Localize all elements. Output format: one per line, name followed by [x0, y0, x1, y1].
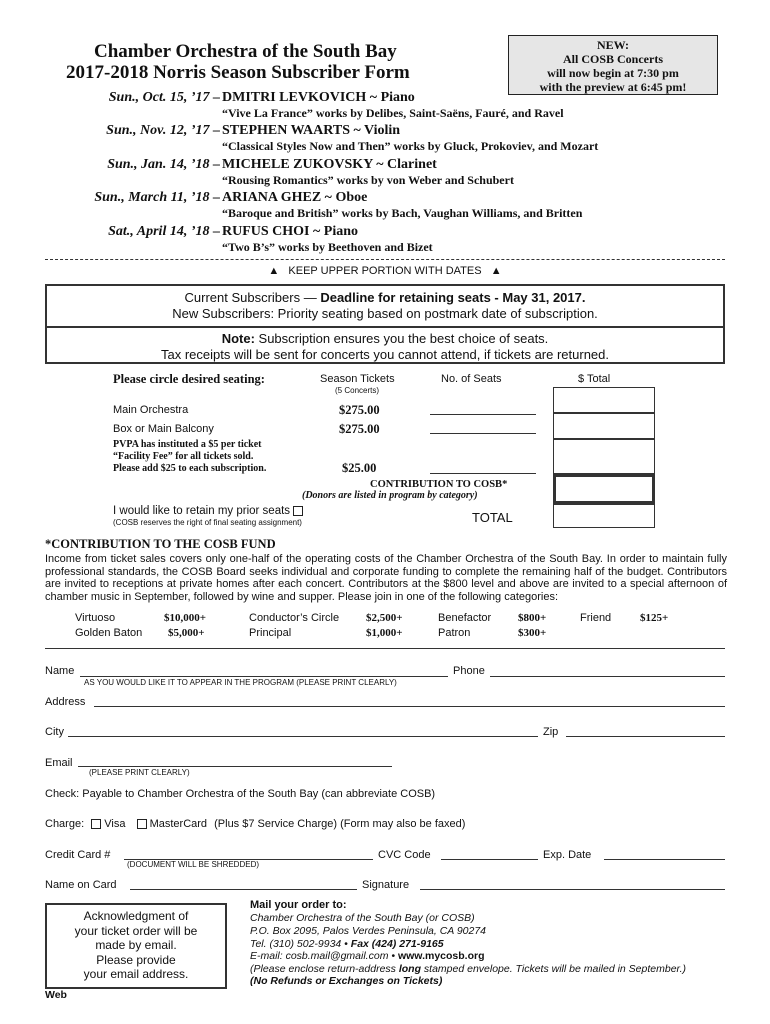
- address-field[interactable]: [94, 706, 725, 707]
- charge-row: [45, 818, 465, 830]
- total-label: TOTAL: [472, 510, 513, 525]
- cut-line: [45, 259, 725, 260]
- note-line: [47, 331, 723, 347]
- mail-phone-line: [250, 938, 444, 951]
- category-amount: $300+: [518, 627, 547, 639]
- card-note: (DOCUMENT WILL BE SHREDDED): [127, 860, 260, 869]
- concert-date: Sun., Oct. 15, ’17 –: [108, 90, 220, 105]
- pvpa-note: PVPA has instituted a $5 per ticket: [113, 439, 262, 450]
- acknowledgment-box: [45, 903, 227, 989]
- ack-line: Acknowledgment of: [83, 909, 189, 923]
- fund-heading: *CONTRIBUTION TO THE COSB FUND: [45, 537, 276, 551]
- city-label: City: [45, 726, 64, 738]
- deadline-box: [45, 284, 725, 364]
- concert-date: Sun., Nov. 12, ’17 –: [106, 123, 220, 138]
- deadline-line: [47, 290, 723, 306]
- ack-line: made by email.: [95, 938, 177, 952]
- keep-notice: [0, 265, 770, 277]
- footer-tag: Web: [45, 989, 67, 1001]
- mail-email-line: [250, 950, 485, 963]
- name-on-card-label: Name on Card: [45, 879, 117, 891]
- pvpa-note: “Facility Fee” for all tickets sold.: [113, 451, 254, 462]
- col-season-tickets: Season Tickets: [320, 373, 395, 385]
- signature-label: Signature: [362, 879, 410, 891]
- tax-text: Tax receipts will be sent for concerts you cannot attend, if tickets are returned.: [161, 347, 609, 362]
- mail-org: Chamber Orchestra of the South Bay (or COSB): [250, 912, 475, 924]
- contribution-label: CONTRIBUTION TO COSB*: [370, 479, 508, 490]
- zip-label: Zip: [543, 726, 559, 738]
- seat-row-label: Box or Main Balcony: [113, 423, 214, 435]
- envelope-note: [250, 963, 686, 976]
- category-name: Benefactor: [438, 612, 492, 624]
- col-seats: No. of Seats: [441, 373, 502, 385]
- concert-works: “Rousing Romantics” works by von Weber and Schubert: [222, 173, 514, 187]
- envelope-text: stamped envelope. Tickets will be mailed in September.): [421, 963, 687, 975]
- seat-row-label: Main Orchestra: [113, 404, 189, 416]
- concert-artist: RUFUS CHOI ~ Piano: [222, 224, 359, 239]
- email-field[interactable]: [78, 766, 392, 767]
- category-name: Patron: [438, 627, 471, 639]
- up-triangle-icon: ▲: [268, 265, 280, 277]
- pvpa-price: $25.00: [342, 461, 377, 475]
- name-note: AS YOU WOULD LIKE IT TO APPEAR IN THE PROGRAM (PLEASE PRINT CLEARLY): [84, 678, 397, 687]
- category-name: Principal: [249, 627, 292, 639]
- concert-artist: DMITRI LEVKOVICH ~ Piano: [222, 90, 415, 105]
- mail-email: E-mail: cosb.mail@gmail.com •: [250, 950, 398, 962]
- concert-works: “Classical Styles Now and Then” works by Gluck, Prokoviev, and Mozart: [222, 139, 599, 153]
- seats-input[interactable]: [430, 414, 536, 415]
- current-subscribers-text: Current Subscribers —: [184, 290, 321, 305]
- cvc-label: CVC Code: [378, 849, 431, 861]
- new-notice-line: All COSB Concerts: [563, 52, 663, 66]
- concert-artist: ARIANA GHEZ ~ Oboe: [222, 190, 368, 205]
- name-label: Name: [45, 665, 75, 677]
- concert-artist: MICHELE ZUKOVSKY ~ Clarinet: [222, 157, 437, 172]
- signature-field[interactable]: [420, 889, 725, 890]
- ack-line: Please provide: [96, 952, 176, 967]
- city-field[interactable]: [68, 736, 538, 737]
- exp-field[interactable]: [604, 859, 725, 860]
- name-on-card-field[interactable]: [130, 889, 357, 890]
- email-note: (PLEASE PRINT CLEARLY): [89, 768, 190, 777]
- fund-paragraph: Income from ticket sales covers only one-half of the operating costs of the Chamber Orchestra of the South Bay. In order to maintain fully professional standards, the COSB Board seeks individual and corporate funding to complete the remaining half of the budget. Contributors are invited to receptions at private homes after each concert. Contributors at the $800 level and above are invited to a special afternoon of chamber music in September, followed by wine and supper. Please join in one of the following categories:: [45, 553, 727, 603]
- section-divider: [45, 648, 725, 649]
- new-notice-line: will now begin at 7:30 pm: [547, 66, 679, 80]
- total-cell[interactable]: [553, 413, 655, 439]
- category-amount: $125+: [640, 612, 669, 624]
- new-notice-box: [508, 35, 718, 95]
- category-name: Conductor’s Circle: [249, 612, 340, 624]
- visa-checkbox[interactable]: [91, 819, 101, 829]
- concert-works: “Baroque and British” works by Bach, Vaughan Williams, and Britten: [222, 206, 583, 220]
- category-name: Virtuoso: [75, 612, 116, 624]
- exp-label: Exp. Date: [543, 849, 592, 861]
- seat-row-price: $275.00: [339, 422, 380, 436]
- check-instructions: Check: Payable to Chamber Orchestra of the South Bay (can abbreviate COSB): [45, 788, 436, 800]
- seats-input[interactable]: [430, 433, 536, 434]
- phone-field[interactable]: [490, 676, 725, 677]
- mail-address: P.O. Box 2095, Palos Verdes Peninsula, CA 90274: [250, 925, 487, 937]
- seating-heading: Please circle desired seating:: [113, 372, 265, 386]
- new-notice-line: with the preview at 6:45 pm!: [539, 80, 687, 94]
- phone-label: Phone: [453, 665, 485, 677]
- new-notice-line: NEW:: [596, 38, 629, 52]
- visa-label: Visa: [104, 818, 126, 830]
- zip-field[interactable]: [566, 736, 725, 737]
- new-subscribers-text: New Subscribers: Priority seating based on postmark date of subscription.: [172, 306, 598, 321]
- retain-seats-label: I would like to retain my prior seats: [113, 505, 291, 517]
- retain-seats-checkbox[interactable]: [293, 506, 303, 516]
- category-amount: $800+: [518, 612, 547, 624]
- address-label: Address: [45, 696, 86, 708]
- category-amount: $10,000+: [164, 612, 207, 624]
- category-amount: $1,000+: [366, 627, 403, 639]
- charge-label: Charge:: [45, 818, 85, 830]
- name-field[interactable]: [80, 676, 448, 677]
- ack-line: your email address.: [83, 967, 189, 981]
- mastercard-checkbox[interactable]: [137, 819, 147, 829]
- mail-fax: Fax (424) 271-9165: [350, 938, 444, 950]
- col-total: $ Total: [578, 373, 611, 385]
- envelope-text: (Please enclose return-address: [250, 963, 399, 975]
- contribution-cell[interactable]: [553, 474, 655, 504]
- email-label: Email: [45, 757, 73, 769]
- note-text: Subscription ensures you the best choice of seats.: [254, 331, 549, 346]
- form-subtitle: 2017-2018 Norris Season Subscriber Form: [66, 62, 410, 83]
- retain-note: (COSB reserves the right of final seating assignment): [113, 518, 302, 527]
- total-cell[interactable]: [553, 439, 655, 474]
- category-amount: $5,000+: [168, 627, 205, 639]
- concert-works: “Two B’s” works by Beethoven and Bizet: [222, 240, 433, 254]
- charge-note: (Plus $7 Service Charge) (Form may also be faxed): [214, 818, 466, 830]
- envelope-long: long: [398, 963, 421, 975]
- concert-date: Sun., Jan. 14, ’18 –: [107, 157, 220, 172]
- total-cell[interactable]: [553, 387, 655, 413]
- concert-date: Sat., April 14, ’18 –: [108, 224, 220, 239]
- deadline-text: Deadline for retaining seats - May 31, 2017.: [320, 290, 586, 305]
- mail-heading: Mail your order to:: [250, 899, 347, 911]
- category-amount: $2,500+: [366, 612, 403, 624]
- credit-card-label: Credit Card #: [45, 849, 111, 861]
- retain-seats-row: [113, 505, 303, 517]
- keep-notice-text: KEEP UPPER PORTION WITH DATES: [288, 265, 482, 277]
- concert-artist: STEPHEN WAARTS ~ Violin: [222, 123, 401, 138]
- pvpa-seats-input[interactable]: [430, 473, 536, 474]
- category-name: Golden Baton: [75, 627, 143, 639]
- grand-total-cell[interactable]: [553, 504, 655, 528]
- cvc-field[interactable]: [441, 859, 538, 860]
- pvpa-note: Please add $25 to each subscription.: [113, 463, 267, 474]
- category-name: Friend: [580, 612, 612, 624]
- mastercard-label: MasterCard: [149, 818, 208, 830]
- seat-row-price: $275.00: [339, 403, 380, 417]
- col-season-sub: (5 Concerts): [335, 386, 380, 395]
- website-link[interactable]: www.mycosb.org: [397, 950, 485, 962]
- concert-works: “Vive La France” works by Delibes, Saint-Saëns, Fauré, and Ravel: [222, 106, 564, 120]
- up-triangle-icon: ▲: [490, 265, 502, 277]
- mail-tel: Tel. (310) 502-9934 •: [250, 938, 351, 950]
- form-title: Chamber Orchestra of the South Bay: [94, 41, 397, 62]
- ack-line: your ticket order will be: [74, 923, 198, 938]
- concert-date: Sun., March 11, ’18 –: [94, 190, 220, 205]
- refund-note: (No Refunds or Exchanges on Tickets): [250, 975, 443, 987]
- divider: [47, 326, 723, 328]
- note-label: Note:: [221, 331, 255, 346]
- donors-note: (Donors are listed in program by category): [302, 490, 478, 501]
